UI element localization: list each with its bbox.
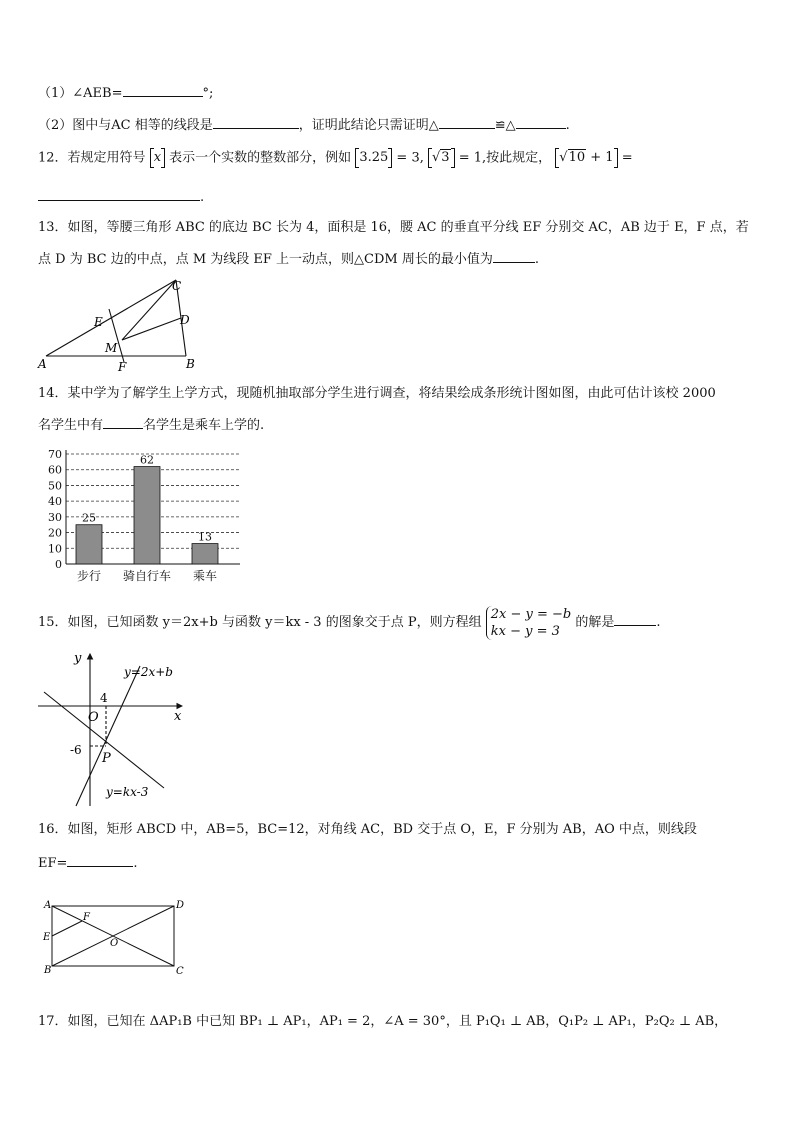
- q13-label-a: A: [38, 357, 47, 371]
- chart-ytick-40: 40: [48, 495, 62, 509]
- q15-text-suffix: 的解是: [575, 615, 615, 630]
- q11-part1-suffix: °;: [202, 86, 214, 101]
- chart-ytick-70: 70: [48, 448, 62, 461]
- q14-bar-chart: [36, 444, 246, 586]
- q15-label-y: y: [74, 651, 82, 666]
- q11-part1: [38, 82, 213, 104]
- q16-line2: [38, 852, 138, 874]
- q13-segment-md: [122, 318, 181, 340]
- q12-text2: 表示一个实数的整数部分，例如: [169, 150, 352, 166]
- q13-label-e: E: [94, 315, 103, 329]
- q17-line1: 17．如图，已知在 ΔAP₁B 中已知 BP₁ ⊥ AP₁，AP₁ = 2，∠A = 30°，且 P₁Q₁ ⊥ AB，Q₁P₂ ⊥ AP₁，P₂Q₂ ⊥ AB，: [38, 1014, 728, 1029]
- q12-ex3-plus: + 1: [590, 150, 614, 165]
- q16-label-o: O: [110, 938, 119, 949]
- q12-line2-end: .: [200, 190, 205, 205]
- q13-label-d: D: [180, 313, 190, 327]
- chart-data-label-3: 13: [198, 530, 212, 544]
- q15-label-neg6: -6: [70, 743, 82, 757]
- q13-label-c: C: [172, 279, 182, 293]
- q12-symbol-x: x: [153, 150, 162, 165]
- q11-answer-blank-1[interactable]: [123, 82, 203, 97]
- q13-line2-prefix: 点 D 为 BC 边的中点，点 M 为线段 EF 上一动点，则△CDM 周长的最小值为: [38, 252, 493, 267]
- q11-answer-blank-4[interactable]: [516, 114, 566, 129]
- q15-equation-system: [486, 606, 571, 640]
- chart-bar-2: [134, 467, 160, 564]
- q14-line2-prefix: 名学生中有: [38, 418, 104, 433]
- chart-ytick-60: 60: [48, 463, 62, 477]
- q16-label-f: F: [83, 912, 90, 923]
- q16-line1: 16．如图，矩形 ABCD 中，AB=5，BC=12，对角线 AC，BD 交于点 O，E，F 分别为 AB，AO 中点，则线段: [38, 822, 697, 837]
- q11-part2-end: .: [565, 118, 570, 133]
- q15-label-x: x: [174, 709, 182, 724]
- q15-line: [38, 604, 661, 642]
- chart-ytick-30: 30: [48, 510, 62, 524]
- q15-label-line1: y=2x+b: [124, 665, 173, 679]
- q16-label-c: C: [176, 966, 184, 977]
- q12-floor-example-1: [355, 148, 392, 168]
- q13-label-f: F: [118, 360, 127, 372]
- q14-answer-blank[interactable]: [103, 414, 143, 429]
- q13-line2: [38, 248, 539, 270]
- q12-floor-example-2: √3: [428, 148, 455, 168]
- q16-label-b: B: [44, 965, 52, 976]
- chart-data-label-2: 62: [140, 453, 154, 467]
- q12-text1: 12．若规定用符号: [38, 150, 146, 166]
- q16-label-e: E: [43, 932, 51, 943]
- q13-label-m: M: [105, 341, 118, 355]
- q15-label-p: P: [102, 751, 111, 766]
- q13-line1: 13．如图，等腰三角形 ABC 的底边 BC 长为 4，面积是 16，腰 AC 的垂直平分线 EF 分别交 AC，AB 边于 E，F 点，若: [38, 220, 749, 235]
- q12-ex2-value: 3: [441, 150, 450, 165]
- chart-ytick-20: 20: [48, 526, 62, 540]
- q14-line2: [38, 414, 264, 436]
- chart-data-label-1: 25: [82, 511, 96, 525]
- q15-label-line2: y=kx-3: [106, 785, 149, 799]
- q11-answer-blank-3[interactable]: [439, 114, 495, 129]
- q13-answer-blank[interactable]: [493, 248, 535, 263]
- q15-answer-blank[interactable]: [614, 611, 656, 626]
- chart-ytick-0: 0: [55, 558, 62, 571]
- q16-label-a: A: [44, 900, 52, 911]
- q12-ex3-value: 10: [568, 150, 586, 165]
- q12-answer-blank[interactable]: [38, 186, 200, 201]
- q15-eq2: kx − y = 3: [490, 623, 560, 639]
- q13-segment-mc: [122, 280, 176, 340]
- q12-ex3-eq: =: [621, 150, 633, 166]
- q15-label-o: O: [88, 710, 99, 725]
- q16-line2-prefix: EF=: [38, 856, 68, 871]
- q12-line2: [38, 186, 204, 208]
- q11-part2-mid: ，证明此结论只需证明△: [298, 118, 439, 133]
- chart-ytick-10: 10: [48, 542, 62, 556]
- q11-answer-blank-2[interactable]: [213, 114, 299, 129]
- q16-line2-end: .: [133, 856, 138, 871]
- q14-line1: 14．某中学为了解学生上学方式，现随机抽取部分学生进行调查，将结果绘成条形统计图如图，由此可估计该校 2000: [38, 386, 716, 401]
- q16-rectangle-figure: [38, 896, 188, 980]
- q16-segment-ef: [52, 921, 82, 936]
- q11-part2-prefix: （2）图中与AC 相等的线段是: [38, 118, 213, 133]
- q11-part1-prefix: （1）∠AEB=: [38, 86, 123, 101]
- q11-part2-cong: ≌△: [494, 118, 516, 133]
- q13-line2-end: .: [534, 252, 539, 267]
- q15-text-end: .: [656, 615, 661, 630]
- chart-bar-1: [76, 525, 102, 564]
- chart-bar-3: [192, 544, 218, 564]
- chart-category-label-1: 步行: [76, 569, 102, 583]
- q11-part2: [38, 114, 570, 136]
- q15-label-4: 4: [100, 691, 108, 705]
- q16-answer-blank[interactable]: [67, 852, 133, 867]
- q12-floor-question: √10 + 1: [555, 148, 617, 168]
- q16-label-d: D: [176, 900, 185, 911]
- q12-ex2-eq: = 1,按此规定，: [458, 150, 552, 166]
- chart-category-label-3: 乘车: [192, 569, 218, 583]
- q15-text-prefix: 15．如图，已知函数 y＝2x+b 与函数 y＝kx - 3 的图象交于点 P，则方程组: [38, 615, 482, 630]
- chart-ytick-50: 50: [48, 479, 62, 493]
- q15-eq1: 2x − y = −b: [490, 606, 572, 622]
- q13-triangle-figure: [34, 276, 204, 372]
- q13-label-b: B: [186, 357, 195, 371]
- q12-ex1-eq: = 3,: [396, 150, 424, 166]
- chart-category-label-2: 骑自行车: [122, 569, 172, 583]
- q12-line1: [38, 148, 633, 169]
- q12-ex1-value: 3.25: [359, 150, 389, 165]
- q14-line2-suffix: 名学生是乘车上学的.: [143, 418, 265, 433]
- q15-graph-figure: [36, 648, 196, 810]
- q12-floor-symbol: [150, 148, 165, 168]
